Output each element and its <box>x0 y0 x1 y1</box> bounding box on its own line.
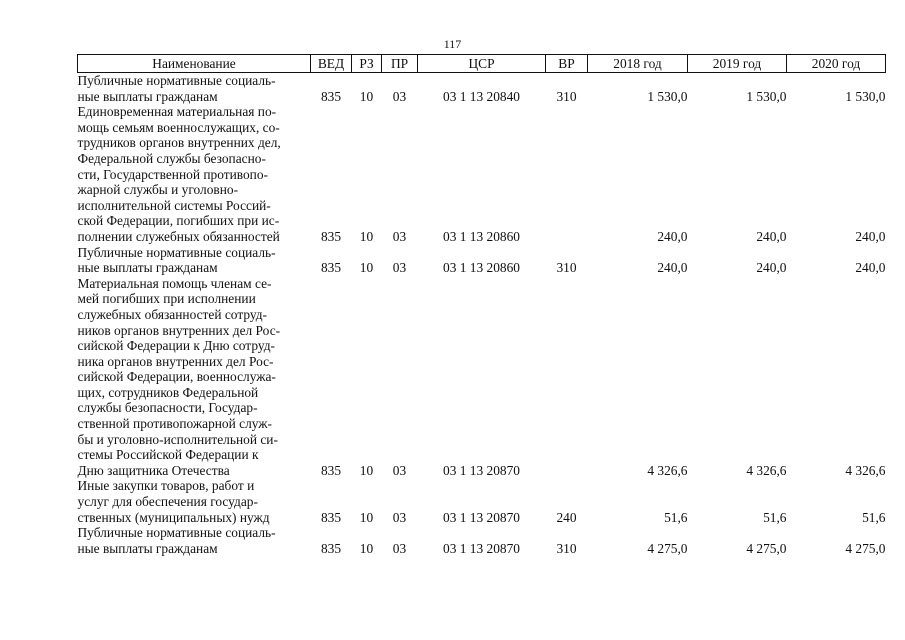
header-2019: 2019 год <box>688 55 787 73</box>
row-2020: 240,0 <box>855 260 886 276</box>
row-ved: 835 <box>320 540 342 556</box>
row-2018: 51,6 <box>664 509 688 525</box>
row-pr: 03 <box>392 462 407 478</box>
row-2018: 4 326,6 <box>647 462 688 478</box>
header-pr: ПР <box>382 55 418 73</box>
row-vr <box>546 276 588 479</box>
row-ved: 835 <box>320 509 342 525</box>
row-ved: 835 <box>320 88 342 104</box>
row-2018: 4 275,0 <box>647 540 688 556</box>
row-2019: 240,0 <box>756 228 787 244</box>
table-row <box>78 276 886 479</box>
row-csr: 03 1 13 20870 <box>443 462 520 478</box>
header-2018: 2018 год <box>588 55 688 73</box>
header-vr: ВР <box>546 55 588 73</box>
row-ved: 835 <box>320 462 342 478</box>
header-ved: ВЕД <box>311 55 352 73</box>
row-rz: 10 <box>359 228 374 244</box>
row-2020: 4 275,0 <box>845 540 886 556</box>
row-name: Публичные нормативные социаль- ные выплаты гражданам <box>77 525 276 556</box>
row-pr: 03 <box>392 509 407 525</box>
row-2018: 240,0 <box>657 228 688 244</box>
row-name: Публичные нормативные социаль- ные выплаты гражданам <box>77 73 276 104</box>
page-number: 117 <box>443 37 462 51</box>
row-2020: 4 326,6 <box>845 462 886 478</box>
row-rz: 10 <box>359 540 374 556</box>
row-vr: 240 <box>556 509 577 525</box>
row-csr: 03 1 13 20860 <box>443 228 520 244</box>
row-vr: 310 <box>556 260 577 276</box>
row-vr: 310 <box>556 88 577 104</box>
budget-table <box>77 54 886 556</box>
row-pr: 03 <box>392 88 407 104</box>
row-vr: 310 <box>556 540 577 556</box>
row-2019: 1 530,0 <box>746 88 787 104</box>
row-rz: 10 <box>359 260 374 276</box>
row-ved: 835 <box>320 228 342 244</box>
row-name: Публичные нормативные социаль- ные выплаты гражданам <box>77 244 276 276</box>
row-csr: 03 1 13 20870 <box>443 540 520 556</box>
row-2020: 1 530,0 <box>845 88 886 104</box>
header-name: Наименование <box>78 55 311 73</box>
row-pr: 03 <box>392 540 407 556</box>
table-row <box>78 104 886 244</box>
row-2019: 240,0 <box>756 260 787 276</box>
row-csr: 03 1 13 20870 <box>443 509 520 525</box>
row-pr: 03 <box>392 228 407 244</box>
row-ved: 835 <box>320 260 342 276</box>
row-2019: 4 275,0 <box>746 540 787 556</box>
row-name: Единовременная материальная по- мощь семьям военнослужащих, со- трудников органов внутренних дел, Федеральной службы безопасно- сти, Государственной противопо- жарной службы и уголовно- исполнительной системы Россий- ской Федерации, погибших при ис- полнении служебных обязанностей <box>77 104 281 244</box>
row-csr: 03 1 13 20840 <box>443 88 520 104</box>
row-2018: 240,0 <box>657 260 688 276</box>
row-2019: 4 326,6 <box>746 462 787 478</box>
row-csr: 03 1 13 20860 <box>443 260 520 276</box>
row-pr: 03 <box>392 260 407 276</box>
row-2018: 1 530,0 <box>647 88 688 104</box>
row-rz: 10 <box>359 509 374 525</box>
row-name: Иные закупки товаров, работ и услуг для обеспечения государ- ственных (муниципальных) нужд <box>77 478 270 525</box>
table-row <box>78 525 886 556</box>
table-row <box>78 245 886 276</box>
row-rz: 10 <box>359 88 374 104</box>
row-rz: 10 <box>359 462 374 478</box>
table-header-row <box>78 55 886 73</box>
row-2019: 51,6 <box>763 509 787 525</box>
row-2020: 240,0 <box>855 228 886 244</box>
header-rz: РЗ <box>352 55 382 73</box>
header-csr: ЦСР <box>418 55 546 73</box>
row-2020: 51,6 <box>862 509 886 525</box>
row-vr <box>546 104 588 244</box>
row-name: Материальная помощь членам се- мей погибших при исполнении служебных обязанностей сотруд- ников органов внутренних дел Рос- сийской Федерации к Дню сотруд- ника органов внутренних дел Рос- сийской Федерации, военнослужа- щих, сотрудников Федеральной службы безопасности, Государ- ственной противопожарной служ- бы и уголовно-исполнительной си- стемы Российской Федерации к Дню защитника Отечества <box>77 275 281 478</box>
table-row <box>78 73 886 105</box>
header-2020: 2020 год <box>787 55 886 73</box>
table-row <box>78 478 886 525</box>
